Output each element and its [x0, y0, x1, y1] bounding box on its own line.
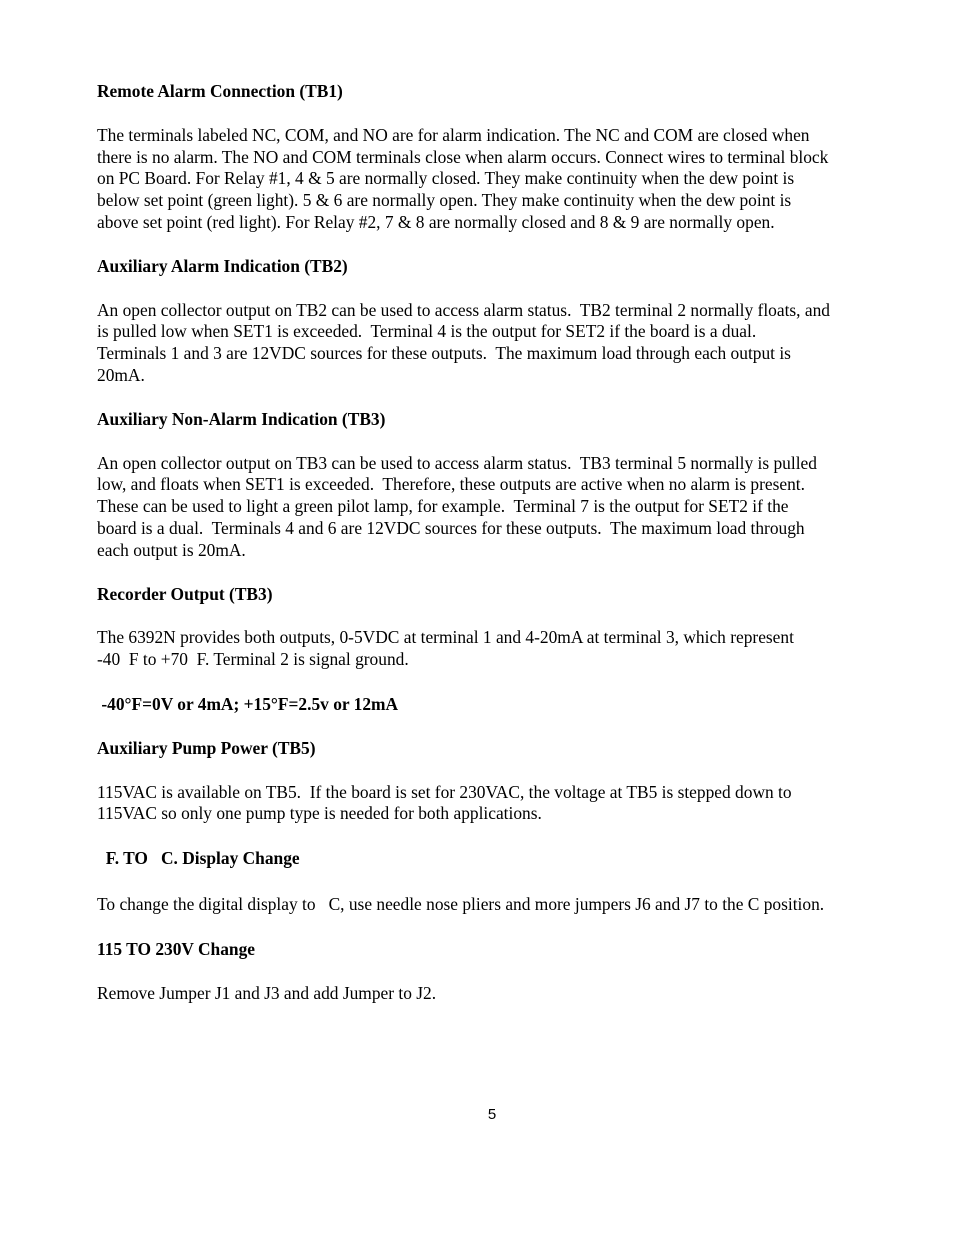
section-paragraph-aux-pump-power	[97, 782, 897, 826]
page-number: 5	[487, 1106, 497, 1123]
text-line: is pulled low when SET1 is exceeded. Terminal 4 is the output for SET2 if the board is a dual.	[97, 321, 757, 342]
section-heading-remote-alarm: Remote Alarm Connection (TB1)	[97, 81, 343, 101]
text-line: above set point (red light). For Relay #2, 7 & 8 are normally closed and 8 & 9 are normally open.	[97, 211, 775, 232]
text-line: The 6392N provides both outputs, 0-5VDC at terminal 1 and 4-20mA at terminal 3, which represent	[97, 627, 794, 648]
text-line: The terminals labeled NC, COM, and NO are for alarm indication. The NC and COM are closed when	[97, 124, 810, 145]
text-line: there is no alarm. The NO and COM terminals close when alarm occurs. Connect wires to terminal block	[97, 146, 829, 167]
section-heading-voltage-change: 115 TO 230V Change	[97, 938, 256, 959]
text-line: Remove Jumper J1 and J3 and add Jumper to J2.	[97, 982, 437, 1003]
section-paragraph-voltage-change	[97, 983, 897, 1005]
section-heading-display-change: F. TO C. Display Change	[97, 848, 300, 869]
text-line: on PC Board. For Relay #1, 4 & 5 are normally closed. They make continuity when the dew point is	[97, 168, 795, 189]
section-heading-recorder-output: Recorder Output (TB3)	[97, 583, 273, 604]
document-body	[97, 81, 897, 1004]
section-paragraph-aux-non-alarm	[97, 453, 897, 562]
text-line: each output is 20mA.	[97, 539, 246, 560]
text-line: Terminals 1 and 3 are 12VDC sources for these outputs. The maximum load through each output is	[97, 343, 791, 364]
section-paragraph-aux-alarm	[97, 300, 897, 387]
text-line: 115VAC so only one pump type is needed for both applications.	[97, 803, 542, 824]
section-paragraph-remote-alarm	[97, 125, 897, 234]
section-paragraph-display-change	[97, 894, 897, 916]
section-heading-aux-non-alarm: Auxiliary Non-Alarm Indication (TB3)	[97, 408, 386, 429]
text-line: low, and floats when SET1 is exceeded. Therefore, these outputs are active when no alarm is present.	[97, 474, 805, 495]
section-heading-scale: -40°F=0V or 4mA; +15°F=2.5v or 12mA	[97, 693, 399, 714]
text-line: An open collector output on TB3 can be used to access alarm status. TB3 terminal 5 normally is pulled	[97, 452, 817, 473]
text-line: below set point (green light). 5 & 6 are normally open. They make continuity when the dew point is	[97, 190, 792, 211]
section-heading-aux-alarm: Auxiliary Alarm Indication (TB2)	[97, 255, 348, 276]
text-line: These can be used to light a green pilot lamp, for example. Terminal 7 is the output for SET2 if the	[97, 496, 789, 517]
section-paragraph-recorder-output	[97, 627, 897, 671]
text-line: board is a dual. Terminals 4 and 6 are 12VDC sources for these outputs. The maximum load through	[97, 517, 805, 538]
text-line: To change the digital display to C, use needle nose pliers and more jumpers J6 and J7 to the C position.	[97, 893, 825, 914]
text-line: An open collector output on TB2 can be used to access alarm status. TB2 terminal 2 normally floats, and	[97, 299, 830, 320]
text-line: 115VAC is available on TB5. If the board is set for 230VAC, the voltage at TB5 is stepped down to	[97, 781, 792, 802]
section-heading-aux-pump-power: Auxiliary Pump Power (TB5)	[97, 737, 316, 758]
text-line: -40 F to +70 F. Terminal 2 is signal ground.	[97, 649, 409, 670]
text-line: 20mA.	[97, 364, 145, 385]
